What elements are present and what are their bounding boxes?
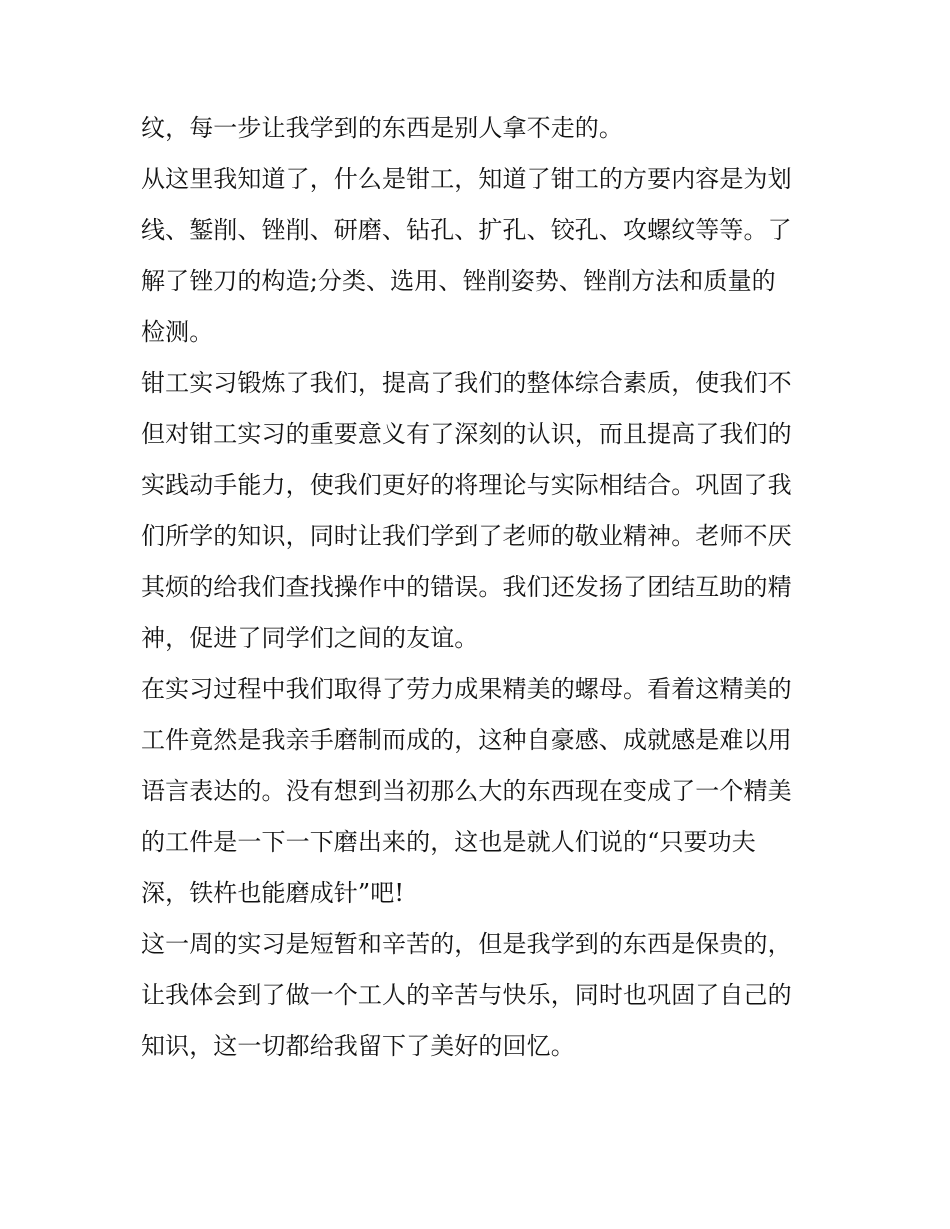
text-line: 线、錾削、锉削、研磨、钻孔、扩孔、铰孔、攻螺纹等等。了 — [141, 216, 792, 244]
text-line: 其烦的给我们查找操作中的错误。我们还发扬了团结互助的精 — [141, 573, 792, 601]
text-line: 实践动手能力，使我们更好的将理论与实际相结合。巩固了我 — [141, 471, 792, 499]
text-line: 们所学的知识，同时让我们学到了老师的敬业精神。老师不厌 — [141, 522, 792, 550]
text-line: 钳工实习锻炼了我们，提高了我们的整体综合素质，使我们不 — [141, 369, 792, 397]
text-line: 语言表达的。没有想到当初那么大的东西现在变成了一个精美 — [141, 777, 792, 805]
text-line: 这一周的实习是短暂和辛苦的，但是我学到的东西是保贵的， — [141, 930, 792, 958]
text-line: 在实习过程中我们取得了劳力成果精美的螺母。看着这精美的 — [141, 675, 792, 703]
text-line: 工件竟然是我亲手磨制而成的，这种自豪感、成就感是难以用 — [141, 726, 792, 754]
text-line: 的工件是一下一下磨出来的，这也是就人们说的“只要功夫 — [141, 828, 756, 856]
text-line: 从这里我知道了，什么是钳工，知道了钳工的方要内容是为划 — [141, 165, 792, 193]
text-line: 纹，每一步让我学到的东西是别人拿不走的。 — [141, 114, 623, 142]
text-line: 但对钳工实习的重要意义有了深刻的认识，而且提高了我们的 — [141, 420, 792, 448]
text-line: 知识，这一切都给我留下了美好的回忆。 — [141, 1032, 575, 1060]
text-line: 神，促进了同学们之间的友谊。 — [141, 624, 479, 652]
text-line: 让我体会到了做一个工人的辛苦与快乐，同时也巩固了自己的 — [141, 981, 792, 1009]
text-line: 解了锉刀的构造;分类、选用、锉削姿势、锉削方法和质量的 — [141, 267, 776, 295]
text-line: 检测。 — [141, 318, 214, 346]
text-line: 深，铁杵也能磨成针”吧! — [141, 879, 405, 907]
